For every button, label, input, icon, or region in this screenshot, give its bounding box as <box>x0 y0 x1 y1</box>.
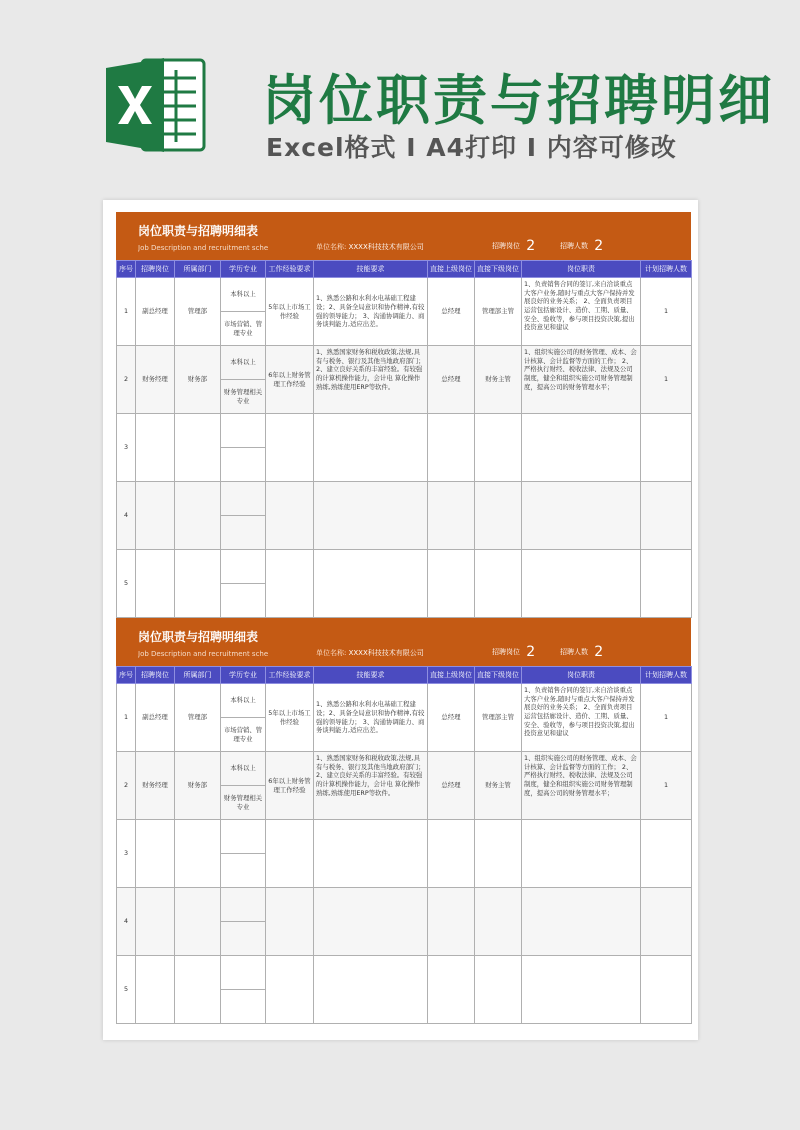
header-cell: 直接下级岗位 <box>475 667 522 684</box>
cell-empty[interactable] <box>175 482 221 550</box>
cell-empty[interactable] <box>266 888 314 956</box>
cell-empty[interactable] <box>428 550 475 618</box>
cell-position[interactable]: 财务经理 <box>136 346 175 414</box>
cell-empty[interactable] <box>475 956 522 1024</box>
table-row <box>117 278 692 312</box>
cell-count[interactable]: 1 <box>641 278 692 346</box>
paper-sheet <box>103 200 698 1040</box>
cell-empty[interactable] <box>175 550 221 618</box>
cell-empty[interactable] <box>136 820 175 888</box>
table-row <box>117 888 692 922</box>
cell-empty[interactable] <box>136 482 175 550</box>
cell-empty[interactable] <box>522 550 641 618</box>
header-cell: 序号 <box>117 667 136 684</box>
cell-department[interactable]: 管理部 <box>175 684 221 752</box>
banner-title: 岗位职责与招聘明细 <box>262 69 775 132</box>
cell-empty[interactable] <box>221 414 266 448</box>
positions-label: 招聘岗位 <box>492 242 520 250</box>
company-label: 单位名称: <box>316 649 347 657</box>
cell-education[interactable]: 本科以上 <box>221 346 266 380</box>
cell-subordinate[interactable]: 管理部主管 <box>475 684 522 752</box>
sheet-2 <box>116 618 691 1024</box>
cell-empty[interactable] <box>522 888 641 956</box>
cell-empty[interactable] <box>221 956 266 990</box>
positions-label: 招聘岗位 <box>492 648 520 656</box>
cell-no[interactable]: 5 <box>117 956 136 1024</box>
cell-empty[interactable] <box>475 482 522 550</box>
cell-empty[interactable] <box>266 414 314 482</box>
header-cell: 工作经验要求 <box>266 261 314 278</box>
cell-empty[interactable] <box>175 956 221 1024</box>
cell-empty[interactable] <box>428 414 475 482</box>
header-cell: 工作经验要求 <box>266 667 314 684</box>
cell-empty[interactable] <box>175 888 221 956</box>
cell-empty[interactable] <box>221 854 266 888</box>
headcount-value: 2 <box>594 644 604 660</box>
cell-major[interactable]: 财务管理相关专业 <box>221 786 266 820</box>
cell-duties[interactable]: 1、负责销售合同的签订,来自洽谈重点大客户业务,随时与重点大客户保持并发展良好的业务关系； 2、全面负责项目运营包括廊设计、造价、工期、质量、安全、验收等，参与项目投资决策,提出投资意见和建议 <box>522 278 641 346</box>
cell-empty[interactable] <box>475 888 522 956</box>
header-cell: 学历专业 <box>221 261 266 278</box>
cell-empty[interactable] <box>221 888 266 922</box>
sheet-subtitle-en: Job Description and recruitment sche <box>138 650 269 658</box>
cell-empty[interactable] <box>641 888 692 956</box>
table-header-row <box>117 261 692 278</box>
header-cell: 直接下级岗位 <box>475 261 522 278</box>
cell-empty[interactable] <box>266 550 314 618</box>
sheet-header <box>116 618 691 666</box>
sheet-1 <box>116 212 691 618</box>
table-row <box>117 820 692 854</box>
header-cell: 岗位职责 <box>522 261 641 278</box>
sheet-title: 岗位职责与招聘明细表 <box>138 630 259 644</box>
cell-experience[interactable]: 5年以上市场工作经验 <box>266 278 314 346</box>
cell-count[interactable]: 1 <box>641 684 692 752</box>
cell-empty[interactable] <box>428 820 475 888</box>
cell-education[interactable]: 本科以上 <box>221 752 266 786</box>
cell-empty[interactable] <box>522 482 641 550</box>
cell-empty[interactable] <box>428 956 475 1024</box>
recruit-headcount <box>560 644 603 660</box>
cell-empty[interactable] <box>221 448 266 482</box>
excel-icon <box>102 50 212 160</box>
cell-empty[interactable] <box>266 956 314 1024</box>
cell-empty[interactable] <box>136 956 175 1024</box>
cell-no[interactable]: 3 <box>117 414 136 482</box>
cell-major[interactable]: 市场营销、管理专业 <box>221 312 266 346</box>
table-row <box>117 482 692 516</box>
cell-empty[interactable] <box>221 550 266 584</box>
table-row <box>117 752 692 786</box>
table-row <box>117 684 692 718</box>
cell-skills[interactable]: 1、熟悉公路和水利水电基础工程建设；2、具备全局意识和协作精神,有较强的领导能力； 3、沟通协调能力、商务谈判能力,适应出差。 <box>314 684 428 752</box>
cell-education[interactable]: 本科以上 <box>221 278 266 312</box>
header-cell: 招聘岗位 <box>136 667 175 684</box>
cell-empty[interactable] <box>136 414 175 482</box>
company-info <box>316 648 424 658</box>
headcount-label: 招聘人数 <box>560 242 588 250</box>
recruitment-table <box>116 260 692 618</box>
recruit-positions <box>492 644 535 660</box>
cell-empty[interactable] <box>641 956 692 1024</box>
table-row <box>117 346 692 380</box>
cell-empty[interactable] <box>522 414 641 482</box>
cell-empty[interactable] <box>641 820 692 888</box>
cell-subordinate[interactable]: 财务主管 <box>475 346 522 414</box>
header-cell: 岗位职责 <box>522 667 641 684</box>
sheet-header <box>116 212 691 260</box>
cell-count[interactable]: 1 <box>641 346 692 414</box>
cell-major[interactable]: 市场营销、管理专业 <box>221 718 266 752</box>
cell-no[interactable]: 2 <box>117 346 136 414</box>
table-row <box>117 414 692 448</box>
header-cell: 招聘岗位 <box>136 261 175 278</box>
cell-no[interactable]: 2 <box>117 752 136 820</box>
cell-empty[interactable] <box>266 482 314 550</box>
header-cell: 技能要求 <box>314 667 428 684</box>
cell-experience[interactable]: 5年以上市场工作经验 <box>266 684 314 752</box>
cell-empty[interactable] <box>641 482 692 550</box>
cell-duties[interactable]: 1、组织实施公司的财务管理、成本、会计核算、会计监督等方面的工作； 2、严格执行财经、税收法律、法规及公司制度，健全和组织实施公司财务管理制度，提高公司的财务管理水平； <box>522 346 641 414</box>
cell-position[interactable]: 副总经理 <box>136 278 175 346</box>
positions-value: 2 <box>526 644 536 660</box>
cell-position[interactable]: 财务经理 <box>136 752 175 820</box>
cell-subordinate[interactable]: 管理部主管 <box>475 278 522 346</box>
cell-education[interactable]: 本科以上 <box>221 684 266 718</box>
recruit-headcount <box>560 238 603 254</box>
cell-department[interactable]: 财务部 <box>175 752 221 820</box>
cell-empty[interactable] <box>475 550 522 618</box>
cell-department[interactable]: 财务部 <box>175 346 221 414</box>
header-cell: 直接上级岗位 <box>428 667 475 684</box>
positions-value: 2 <box>526 238 536 254</box>
cell-empty[interactable] <box>428 482 475 550</box>
cell-no[interactable]: 4 <box>117 482 136 550</box>
cell-no[interactable]: 1 <box>117 684 136 752</box>
header-cell: 序号 <box>117 261 136 278</box>
header-cell: 直接上级岗位 <box>428 261 475 278</box>
headcount-label: 招聘人数 <box>560 648 588 656</box>
cell-superior[interactable]: 总经理 <box>428 684 475 752</box>
cell-empty[interactable] <box>221 990 266 1024</box>
banner <box>0 0 800 190</box>
cell-count[interactable]: 1 <box>641 752 692 820</box>
cell-position[interactable]: 副总经理 <box>136 684 175 752</box>
cell-subordinate[interactable]: 财务主管 <box>475 752 522 820</box>
headcount-value: 2 <box>594 238 604 254</box>
sheet-subtitle-en: Job Description and recruitment sche <box>138 244 269 252</box>
company-label: 单位名称: <box>316 243 347 251</box>
cell-empty[interactable] <box>641 550 692 618</box>
cell-empty[interactable] <box>221 482 266 516</box>
cell-empty[interactable] <box>136 888 175 956</box>
cell-empty[interactable] <box>314 956 428 1024</box>
company-value: XXXX科技技术有限公司 <box>348 243 424 251</box>
cell-empty[interactable] <box>314 414 428 482</box>
recruit-positions <box>492 238 535 254</box>
cell-empty[interactable] <box>428 888 475 956</box>
cell-empty[interactable] <box>314 820 428 888</box>
cell-no[interactable]: 4 <box>117 888 136 956</box>
cell-empty[interactable] <box>175 820 221 888</box>
cell-empty[interactable] <box>475 414 522 482</box>
cell-experience[interactable]: 6年以上财务管理工作经验 <box>266 346 314 414</box>
recruitment-table <box>116 666 692 1024</box>
cell-skills[interactable]: 1、熟悉国家财务和税收政策,法规,具有与税务、银行及其他当地政府部门； 2、建立良好关系的丰富经验。有较强的计算机操作能力，会计电 算化操作熟练,熟练使用ERP等软件。 <box>314 752 428 820</box>
cell-empty[interactable] <box>641 414 692 482</box>
cell-skills[interactable]: 1、熟悉国家财务和税收政策,法规,具有与税务、银行及其他当地政府部门； 2、建立良好关系的丰富经验。有较强的计算机操作能力，会计电 算化操作熟练,熟练使用ERP等软件。 <box>314 346 428 414</box>
cell-superior[interactable]: 总经理 <box>428 346 475 414</box>
header-cell: 学历专业 <box>221 667 266 684</box>
cell-no[interactable]: 1 <box>117 278 136 346</box>
cell-skills[interactable]: 1、熟悉公路和水利水电基础工程建设；2、具备全局意识和协作精神,有较强的领导能力； 3、沟通协调能力、商务谈判能力,适应出差。 <box>314 278 428 346</box>
cell-superior[interactable]: 总经理 <box>428 752 475 820</box>
cell-empty[interactable] <box>314 550 428 618</box>
sheet-title: 岗位职责与招聘明细表 <box>138 224 259 238</box>
cell-experience[interactable]: 6年以上财务管理工作经验 <box>266 752 314 820</box>
cell-department[interactable]: 管理部 <box>175 278 221 346</box>
table-row <box>117 550 692 584</box>
header-cell: 所属部门 <box>175 261 221 278</box>
cell-duties[interactable]: 1、组织实施公司的财务管理、成本、会计核算、会计监督等方面的工作； 2、严格执行财经、税收法律、法规及公司制度，健全和组织实施公司财务管理制度，提高公司的财务管理水平； <box>522 752 641 820</box>
cell-no[interactable]: 5 <box>117 550 136 618</box>
cell-empty[interactable] <box>314 482 428 550</box>
header-cell: 所属部门 <box>175 667 221 684</box>
table-header-row <box>117 667 692 684</box>
cell-empty[interactable] <box>221 516 266 550</box>
cell-empty[interactable] <box>221 584 266 618</box>
header-cell: 计划招聘人数 <box>641 667 692 684</box>
table-row <box>117 956 692 990</box>
cell-empty[interactable] <box>136 550 175 618</box>
cell-empty[interactable] <box>266 820 314 888</box>
company-value: XXXX科技技术有限公司 <box>348 649 424 657</box>
cell-superior[interactable]: 总经理 <box>428 278 475 346</box>
cell-major[interactable]: 财务管理相关专业 <box>221 380 266 414</box>
banner-subtitle: Excel格式 I A4打印 I 内容可修改 <box>266 133 677 162</box>
cell-empty[interactable] <box>314 888 428 956</box>
cell-empty[interactable] <box>522 820 641 888</box>
company-info <box>316 242 424 252</box>
cell-duties[interactable]: 1、负责销售合同的签订,来自洽谈重点大客户业务,随时与重点大客户保持并发展良好的业务关系； 2、全面负责项目运营包括廊设计、造价、工期、质量、安全、验收等，参与项目投资决策,提出投资意见和建议 <box>522 684 641 752</box>
cell-empty[interactable] <box>221 820 266 854</box>
cell-empty[interactable] <box>522 956 641 1024</box>
header-cell: 技能要求 <box>314 261 428 278</box>
cell-empty[interactable] <box>175 414 221 482</box>
cell-empty[interactable] <box>221 922 266 956</box>
header-cell: 计划招聘人数 <box>641 261 692 278</box>
cell-no[interactable]: 3 <box>117 820 136 888</box>
cell-empty[interactable] <box>475 820 522 888</box>
